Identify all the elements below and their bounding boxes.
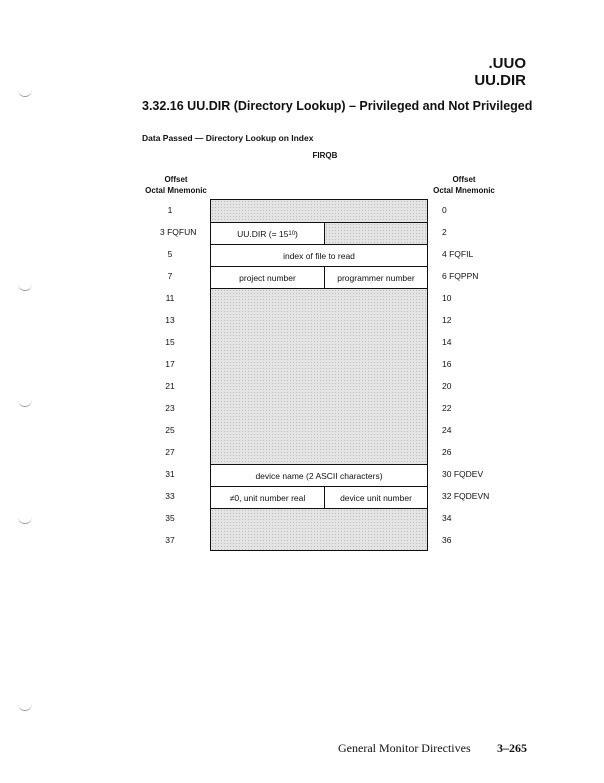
left-offset: 31 [165,469,175,479]
project-number-cell: project number [211,266,324,288]
left-offset: 33 [165,491,175,501]
left-offset: 15 [165,337,175,347]
header-uudir: UU.DIR [474,72,526,89]
left-offset: 13 [165,315,175,325]
left-offset: 1 [167,205,173,215]
right-offset: 34 [442,513,452,523]
right-offset: 36 [442,535,452,545]
binder-mark [18,88,32,97]
right-mnemonic: FQFIL [449,249,474,259]
right-offset: 0 [442,205,447,215]
right-offset: 4 [442,249,447,259]
right-column-heading [428,174,500,196]
right-offset: 12 [442,315,452,325]
left-offset: 35 [165,513,175,523]
right-head-octal: Octal Mnemonic [433,186,495,195]
right-offset-fqfil [442,249,473,260]
section-title: 3.32.16 UU.DIR (Directory Lookup) – Privileged and Not Privileged [142,99,533,113]
binder-mark [18,515,32,524]
right-offset: 6 [442,271,447,281]
uudir-code-radix: 10 [288,230,296,237]
right-offset: 14 [442,337,452,347]
reserved-cell [324,222,427,244]
left-offset: 27 [165,447,175,457]
reserved-block-bottom [211,508,427,550]
left-offset: 11 [165,293,175,303]
right-offset: 2 [442,227,447,237]
binder-mark [18,398,32,407]
left-mnemonic: FQFUN [167,227,197,237]
right-offset-fqdevn [442,491,489,502]
programmer-number-cell: programmer number [324,266,427,288]
reserved-block [211,288,427,464]
reserved-row [211,200,427,222]
right-head-offset: Offset [452,175,476,184]
left-offset: 21 [165,381,175,391]
uudir-code-cell [211,222,324,244]
index-cell: index of file to read [211,244,427,266]
right-offset: 16 [442,359,452,369]
right-offset: 32 [442,491,452,501]
left-offset: 3 [160,227,165,237]
page-number: 3–265 [497,741,527,755]
header-uuo: .UUO [488,55,526,72]
right-offset: 10 [442,293,452,303]
binder-mark [18,282,32,291]
right-offset-fqdev [442,469,483,480]
firqb-diagram [210,199,428,551]
right-mnemonic: FQPPN [449,271,479,281]
device-unit-cell: device unit number [324,486,427,508]
left-head-octal: Octal Mnemonic [145,186,207,195]
uudir-code-close: ) [295,228,298,239]
right-mnemonic: FQDEVN [453,491,490,501]
right-offset: 20 [442,381,452,391]
data-passed-heading: Data Passed — Directory Lookup on Index [142,133,314,143]
left-offset: 7 [167,271,173,281]
right-offset-fqppn [442,271,478,282]
footer-chapter: General Monitor Directives [338,741,471,755]
left-offset-fqfun [160,227,196,238]
right-offset: 24 [442,425,452,435]
right-offset: 22 [442,403,452,413]
left-head-offset: Offset [164,175,188,184]
right-mnemonic: FQDEV [453,469,484,479]
binder-mark [18,702,32,711]
firqb-title: FIRQB [312,151,338,160]
left-offset: 5 [167,249,173,259]
right-offset: 26 [442,447,452,457]
left-offset: 37 [165,535,175,545]
left-offset: 17 [165,359,175,369]
right-offset: 30 [442,469,452,479]
unit-real-cell: ≠0, unit number real [211,486,324,508]
uudir-code-text: UU.DIR (= 15 [237,228,289,239]
left-offset: 23 [165,403,175,413]
device-name-cell: device name (2 ASCII characters) [211,464,427,486]
left-offset: 25 [165,425,175,435]
left-column-heading [140,174,212,196]
